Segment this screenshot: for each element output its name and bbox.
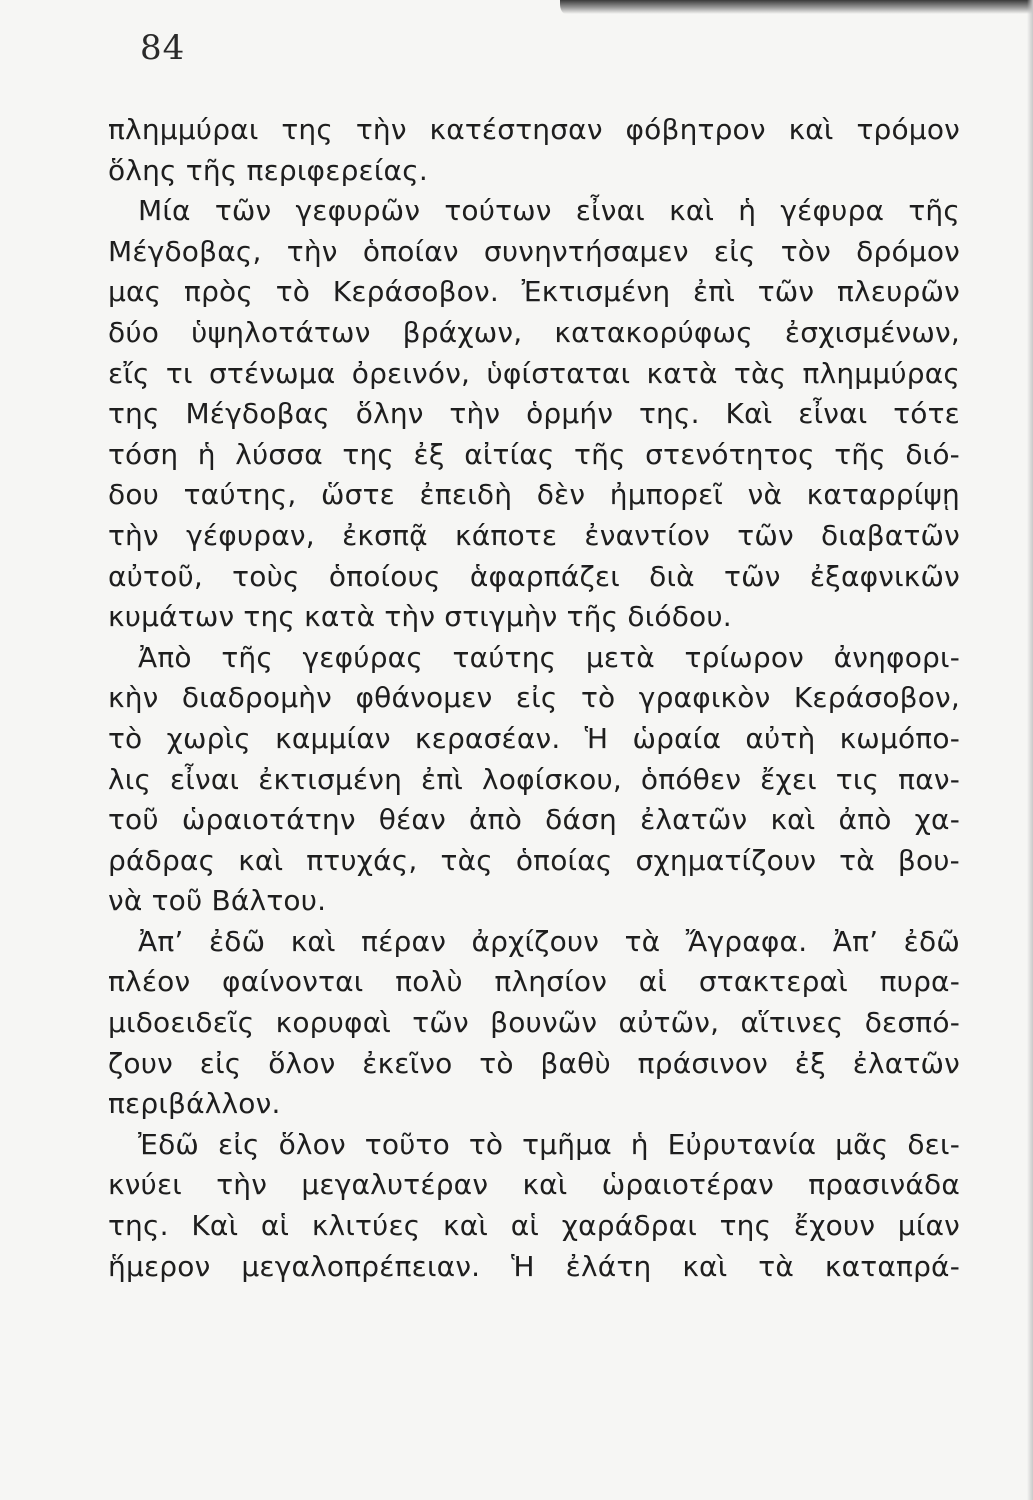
body-text (108, 110, 960, 1287)
text-line: Ἀπὸ τῆς γεφύρας ταύτης μετὰ τρίωρον ἀνηφορι- (138, 640, 960, 674)
text-line: αὐτοῦ, τοὺς ὁποίους ἁφαρπάζει διὰ τῶν ἐξαφνικῶν (108, 559, 960, 593)
text-line: κὴν διαδρομὴν φθάνομεν εἰς τὸ γραφικὸν Κεράσοβον, (108, 681, 960, 715)
text-line: της. Καὶ αἱ κλιτύες καὶ αἱ χαράδραι της ἔχουν μίαν (108, 1209, 960, 1243)
text-line: τὸ χωρὶς καμμίαν κερασέαν. Ἡ ὡραία αὐτὴ κωμόπο- (108, 721, 960, 755)
text-line: της Μέγδοβας ὅλην τὴν ὁρμήν της. Καὶ εἶναι τότε (108, 397, 960, 431)
text-line: Ἀπ’ ἐδῶ καὶ πέραν ἀρχίζουν τὰ Ἄγραφα. Ἀπ’ ἐδῶ (138, 924, 960, 958)
text-line: περιβάλλον. (108, 1087, 281, 1121)
text-line: τόση ἡ λύσσα της ἐξ αἰτίας τῆς στενότητος τῆς διό- (108, 437, 960, 471)
text-line: κνύει τὴν μεγαλυτέραν καὶ ὡραιοτέραν πρασινάδα (108, 1168, 960, 1202)
text-line: εἴς τι στένωμα ὀρεινόν, ὑφίσταται κατὰ τὰς πλημμύρας (108, 356, 960, 390)
text-line: Μέγδοβας, τὴν ὁποίαν συνηντήσαμεν εἰς τὸν δρόμον (108, 234, 960, 268)
text-line: πλέον φαίνονται πολὺ πλησίον αἱ στακτεραὶ πυρα- (108, 965, 960, 999)
text-line: κυμάτων της κατὰ τὴν στιγμὴν τῆς διόδου. (108, 600, 732, 634)
text-line: ζουν εἰς ὅλον ἐκεῖνο τὸ βαθὺ πράσινον ἐξ ἐλατῶν (108, 1046, 960, 1080)
text-line: νὰ τοῦ Βάλτου. (108, 884, 327, 918)
text-line: μας πρὸς τὸ Κεράσοβον. Ἐκτισμένη ἐπὶ τῶν πλευρῶν (108, 275, 960, 309)
text-line: λις εἶναι ἐκτισμένη ἐπὶ λοφίσκου, ὁπόθεν ἔχει τις παν- (108, 762, 960, 796)
text-line: ἥμερον μεγαλοπρέπειαν. Ἡ ἐλάτη καὶ τὰ καταπρά- (108, 1249, 960, 1283)
page-edge-shadow-top (560, 0, 1033, 14)
text-line: Μία τῶν γεφυρῶν τούτων εἶναι καὶ ἡ γέφυρα τῆς (138, 194, 960, 228)
text-line: Ἐδῶ εἰς ὅλον τοῦτο τὸ τμῆμα ἡ Εὐρυτανία μᾶς δει- (138, 1127, 960, 1161)
text-line: ὅλης τῆς περιφερείας. (108, 153, 428, 187)
text-line: τὴν γέφυραν, ἐκσπᾷ κάποτε ἐναντίον τῶν διαβατῶν (108, 518, 960, 552)
text-line: τοῦ ὡραιοτάτην θέαν ἀπὸ δάση ἐλατῶν καὶ ἀπὸ χα- (108, 803, 960, 837)
page-number: 84 (140, 28, 186, 68)
page-edge-shadow-right (1027, 0, 1033, 1500)
text-line: μιδοειδεῖς κορυφαὶ τῶν βουνῶν αὐτῶν, αἵτινες δεσπό- (108, 1006, 960, 1040)
text-line: δύο ὑψηλοτάτων βράχων, κατακορύφως ἐσχισμένων, (108, 315, 960, 349)
text-line: ράδρας καὶ πτυχάς, τὰς ὁποίας σχηματίζουν τὰ βου- (108, 843, 960, 877)
text-line: δου ταύτης, ὥστε ἐπειδὴ δὲν ἠμπορεῖ νὰ καταρρίψῃ (108, 478, 960, 512)
text-line: πλημμύραι της τὴν κατέστησαν φόβητρον καὶ τρόμον (108, 113, 960, 146)
